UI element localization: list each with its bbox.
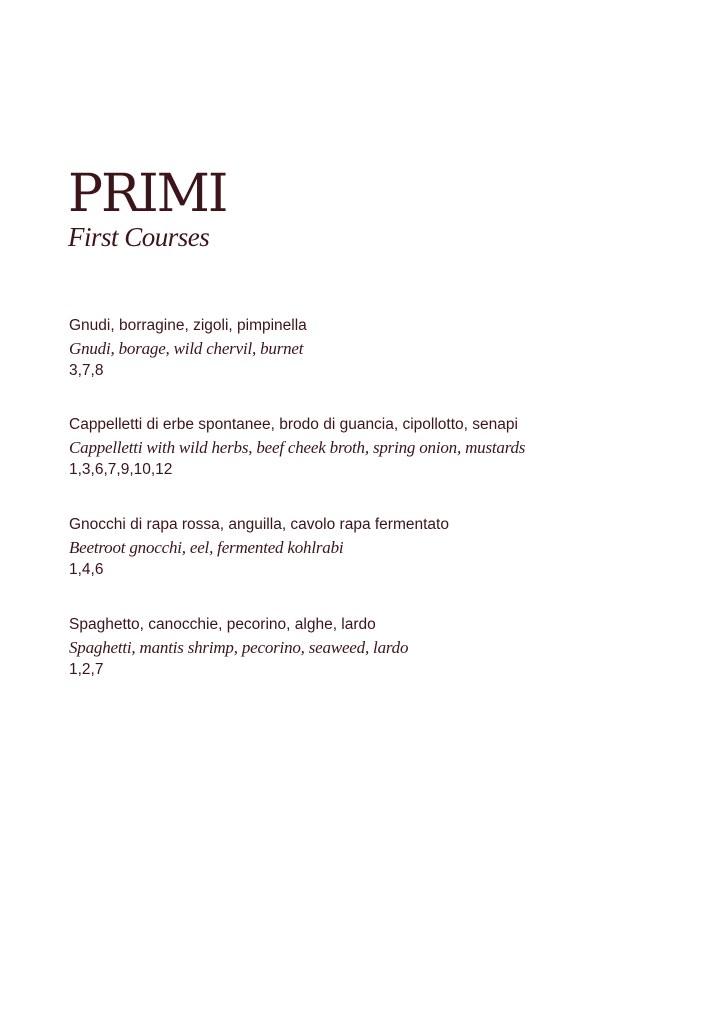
menu-item-cappelletti [69, 414, 709, 481]
dish-name-italian: Gnudi, borragine, zigoli, pimpinella [69, 317, 307, 334]
dish-name-italian: Spaghetto, canocchie, pecorino, alghe, lardo [69, 616, 376, 633]
dish-allergens: 1,4,6 [69, 561, 104, 578]
dish-name-english: Cappelletti with wild herbs, beef cheek broth, spring onion, mustards [69, 438, 526, 457]
dish-name-english: Beetroot gnocchi, eel, fermented kohlrabi [69, 538, 344, 557]
menu-item-gnudi [69, 315, 709, 382]
section-header [68, 166, 226, 252]
dish-name-italian: Gnocchi di rapa rossa, anguilla, cavolo rapa fermentato [69, 516, 449, 533]
dish-allergens: 1,2,7 [69, 661, 104, 678]
dish-name-english: Spaghetti, mantis shrimp, pecorino, seaweed, lardo [69, 638, 409, 657]
menu-item-spaghetto [69, 614, 709, 681]
section-title: PRIMI [68, 164, 227, 224]
dish-name-italian: Cappelletti di erbe spontanee, brodo di guancia, cipollotto, senapi [69, 416, 518, 433]
dish-name-english: Gnudi, borage, wild chervil, burnet [69, 339, 304, 358]
dish-allergens: 3,7,8 [69, 362, 104, 379]
section-subtitle: First Courses [68, 222, 210, 252]
dish-allergens: 1,3,6,7,9,10,12 [69, 461, 173, 478]
menu-item-gnocchi [69, 514, 709, 581]
